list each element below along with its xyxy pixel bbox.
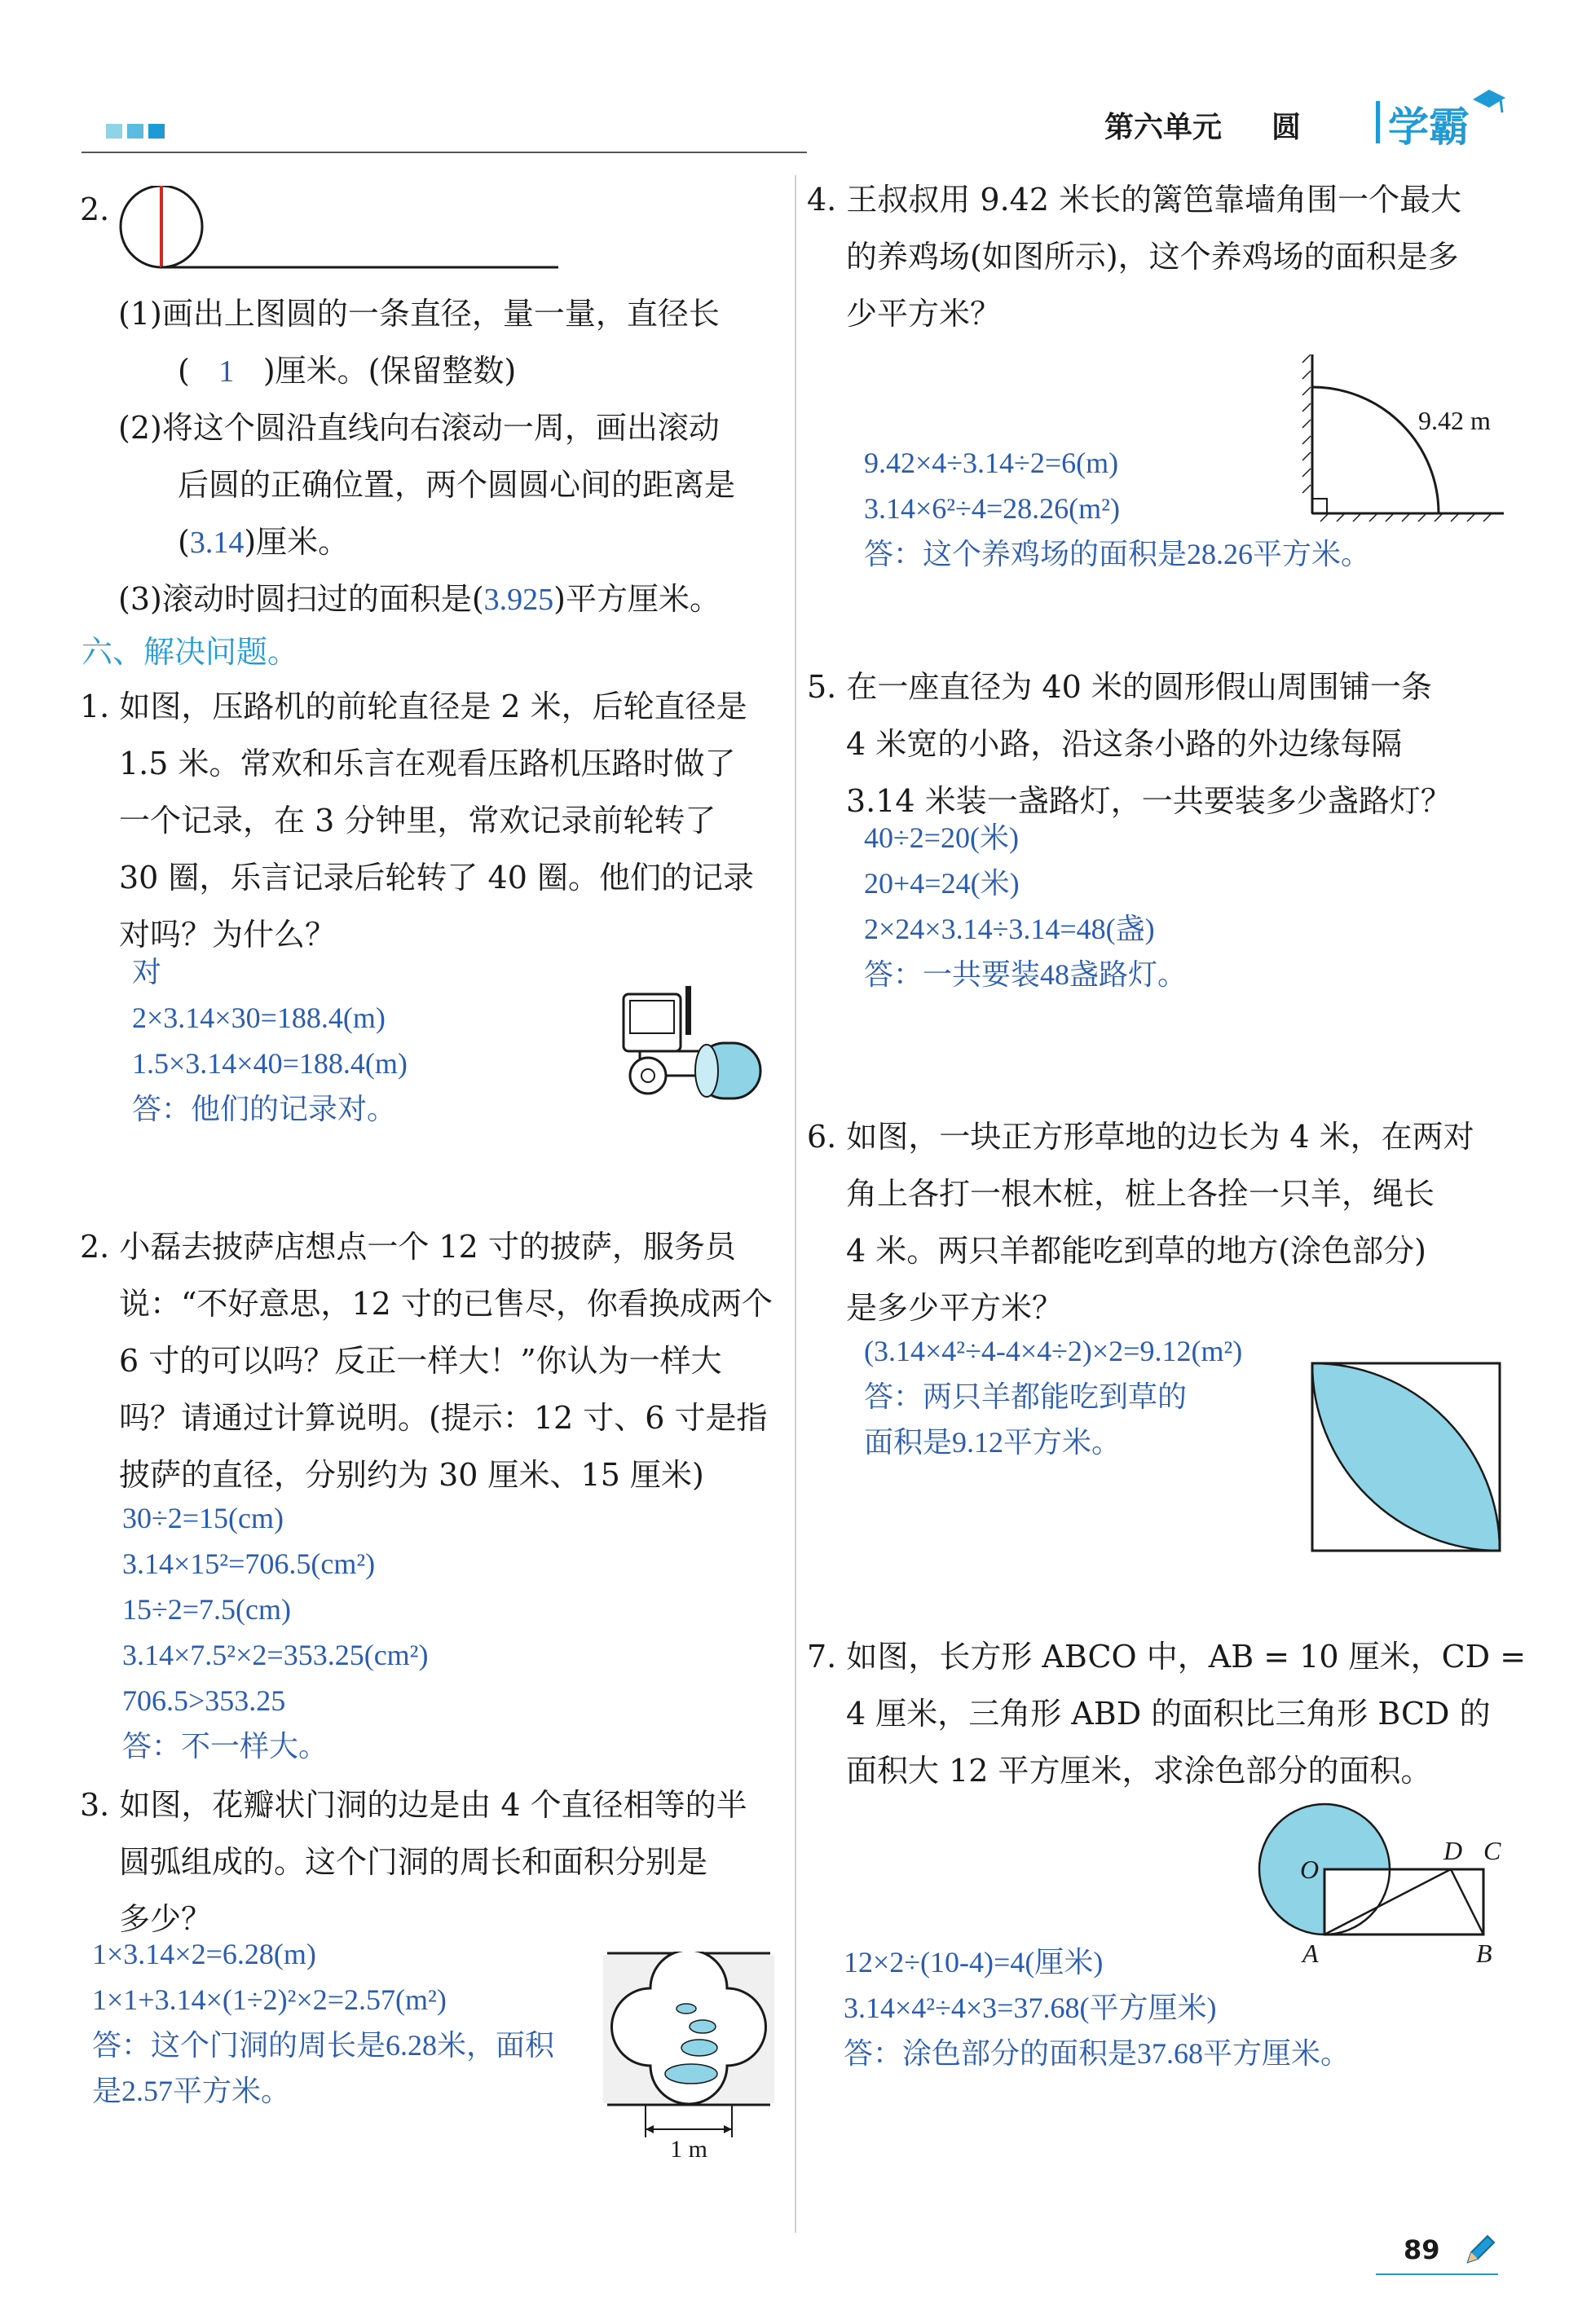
answer-line: 40÷2=20(米) (864, 821, 1020, 854)
answer-line: 30÷2=15(cm) (122, 1502, 284, 1534)
brand-logo: 学霸 (1388, 103, 1470, 151)
answer-line: 1.5×3.14×40=188.4(m) (132, 1047, 408, 1080)
problem4-line: 的养鸡场(如图所示)，这个养鸡场的面积是多 (846, 239, 1459, 275)
answer-line: 1×1+3.14×(1÷2)²×2=2.57(m²) (92, 1983, 447, 2016)
answer-line: 12×2÷(10-4)=4(厘米) (844, 1946, 1104, 1978)
label-d: D (1443, 1836, 1463, 1865)
road-roller-figure (615, 978, 770, 1104)
problem1-line: 1.5 米。常欢和乐言在观看压路机压路时做了 (119, 746, 736, 781)
problem7-answer (844, 1939, 1350, 2076)
header-topic: 圆 (1272, 111, 1302, 144)
problem6-line: 角上各打一根木桩，桩上各拴一只羊，绳长 (846, 1176, 1435, 1212)
answer-line: 2×3.14×30=188.4(m) (132, 1001, 386, 1034)
problem3-line: 3. 如图，花瓣状门洞的边是由 4 个直径相等的半 (80, 1787, 747, 1823)
problem2-answer (122, 1495, 428, 1769)
problem1 (80, 678, 754, 963)
header-unit: 第六单元 (1104, 111, 1223, 144)
problem1-line: 一个记录，在 3 分钟里，常欢记录前轮转了 (119, 803, 716, 838)
problem5 (807, 658, 1452, 830)
section6-heading: 六、解决问题。 (82, 634, 299, 670)
answer-line: 答：两只羊都能吃到草的 (864, 1380, 1188, 1413)
problem3-line: 圆弧组成的。这个门洞的周长和面积分别是 (119, 1844, 708, 1880)
q2-part1-line2: ( 1 )厘米。(保留整数) (178, 342, 516, 400)
q2-circle-figure (114, 186, 571, 275)
brand-cap-icon (1471, 85, 1508, 117)
problem6-line: 6. 如图，一块正方形草地的边长为 4 米，在两对 (807, 1119, 1474, 1155)
problem2-line: 6 寸的可以吗？反正一样大！”你认为一样大 (119, 1343, 722, 1379)
answer-line: 答：一共要装48盏路灯。 (864, 958, 1188, 991)
pencil-icon (1463, 2231, 1496, 2267)
problem3-line: 多少？ (119, 1901, 213, 1937)
problem5-line: 5. 在一座直径为 40 米的圆形假山周围铺一条 (807, 669, 1432, 705)
problem6 (807, 1108, 1474, 1336)
problem5-line: 3.14 米装一盏路灯，一共要装多少盏路灯？ (846, 783, 1452, 819)
problem1-line: 1. 如图，压路机的前轮直径是 2 米，后轮直径是 (80, 689, 747, 724)
answer-line: (3.14×4²÷4-4×4÷2)×2=9.12(m²) (864, 1335, 1243, 1367)
answer-line: 15÷2=7.5(cm) (122, 1593, 292, 1626)
q2-part1-answer: 1 (218, 354, 235, 389)
problem4-answer (864, 440, 1370, 577)
answer-line: 答：他们的记录对。 (132, 1093, 397, 1125)
header-rule (82, 152, 807, 153)
answer-line: 答：这个养鸡场的面积是28.26平方米。 (864, 538, 1371, 570)
problem2-line: 吗？请通过计算说明。(提示：12 寸、6 寸是指 (119, 1400, 768, 1436)
problem4-line: 4. 王叔叔用 9.42 米长的篱笆靠墙角围一个最大 (807, 182, 1462, 218)
grass-square-figure (1308, 1359, 1504, 1555)
problem5-answer (864, 815, 1187, 997)
problem7 (807, 1628, 1526, 1799)
answer-line: 答：这个门洞的周长是6.28米，面积 (92, 2029, 555, 2062)
problem6-line: 是多少平方米？ (846, 1290, 1064, 1326)
answer-line: 对 (132, 956, 162, 988)
header-decoration (106, 124, 165, 142)
problem5-line: 4 米宽的小路，沿这条小路的外边缘每隔 (846, 726, 1403, 762)
problem2-line: 披萨的直径，分别约为 30 厘米、15 厘米) (119, 1457, 704, 1493)
q2-part3-answer: 3.925 (483, 583, 554, 617)
label-o: O (1300, 1855, 1320, 1884)
answer-line: 答：不一样大。 (122, 1730, 328, 1763)
label-b: B (1476, 1939, 1492, 1968)
answer-line: 面积是9.12平方米。 (864, 1426, 1122, 1459)
problem1-line: 对吗？为什么？ (119, 917, 337, 953)
problem6-answer (864, 1328, 1242, 1465)
answer-line: 3.14×15²=706.5(cm²) (122, 1547, 376, 1580)
door-figure-label: 1 m (670, 2136, 707, 2163)
answer-line: 是2.57平方米。 (92, 2075, 291, 2107)
problem4-line: 少平方米？ (846, 296, 1002, 332)
problem1-line: 30 圈，乐言记录后轮转了 40 圈。他们的记录 (119, 860, 754, 896)
problem7-line: 4 厘米，三角形 ABD 的面积比三角形 BCD 的 (846, 1696, 1491, 1732)
label-a: A (1302, 1939, 1319, 1968)
problem7-line: 7. 如图，长方形 ABCO 中，AB = 10 厘米，CD = (807, 1639, 1527, 1675)
problem3-answer (92, 1931, 554, 2114)
label-c: C (1483, 1836, 1501, 1865)
answer-line: 3.14×7.5²×2=353.25(cm²) (122, 1639, 429, 1671)
q2-part2-answer: 3.14 (189, 526, 245, 560)
answer-line: 706.5>353.25 (122, 1684, 286, 1717)
problem3 (80, 1776, 747, 1948)
page-number: 89 (1404, 2234, 1440, 2265)
q2-part1-line1: (1)画出上图圆的一条直径，量一量，直径长 (118, 296, 720, 332)
problem1-answer (132, 949, 408, 1132)
chicken-yard-figure (1296, 354, 1508, 534)
door-figure (603, 1952, 774, 2163)
footer-rule (1376, 2273, 1498, 2275)
q2-part2-line2: 后圆的正确位置，两个圆圆心间的距离是 (178, 467, 736, 503)
answer-line: 9.42×4÷3.14÷2=6(m) (864, 447, 1119, 479)
column-divider (795, 175, 796, 2233)
answer-line: 3.14×6²÷4=28.26(m²) (864, 492, 1120, 525)
q2-number: 2. (80, 191, 110, 227)
q2-part2-line1: (2)将这个圆沿直线向右滚动一周，画出滚动 (118, 410, 720, 446)
problem7-line: 面积大 12 平方厘米，求涂色部分的面积。 (846, 1753, 1432, 1789)
chicken-yard-label: 9.42 m (1418, 406, 1491, 435)
problem6-line: 4 米。两只羊都能吃到草的地方(涂色部分) (846, 1233, 1426, 1269)
answer-line: 答：涂色部分的面积是37.68平方厘米。 (844, 2037, 1351, 2070)
problem4 (807, 171, 1461, 342)
problem2-line: 说：“不好意思，12 寸的已售尽，你看换成两个 (119, 1286, 773, 1322)
q2-part3-line: (3)滚动时圆扫过的面积是(3.925)平方厘米。 (118, 581, 721, 617)
answer-line: 3.14×4²÷4×3=37.68(平方厘米) (844, 1992, 1217, 2024)
answer-line: 1×3.14×2=6.28(m) (92, 1938, 316, 1970)
answer-line: 2×24×3.14÷3.14=48(盏) (864, 913, 1155, 945)
header-divider (1376, 101, 1380, 143)
answer-line: 20+4=24(米) (864, 867, 1020, 900)
problem2 (80, 1218, 773, 1503)
problem2-line: 2. 小磊去披萨店想点一个 12 寸的披萨，服务员 (80, 1229, 736, 1265)
q2-part2-line3: (3.14)厘米。 (178, 524, 350, 560)
